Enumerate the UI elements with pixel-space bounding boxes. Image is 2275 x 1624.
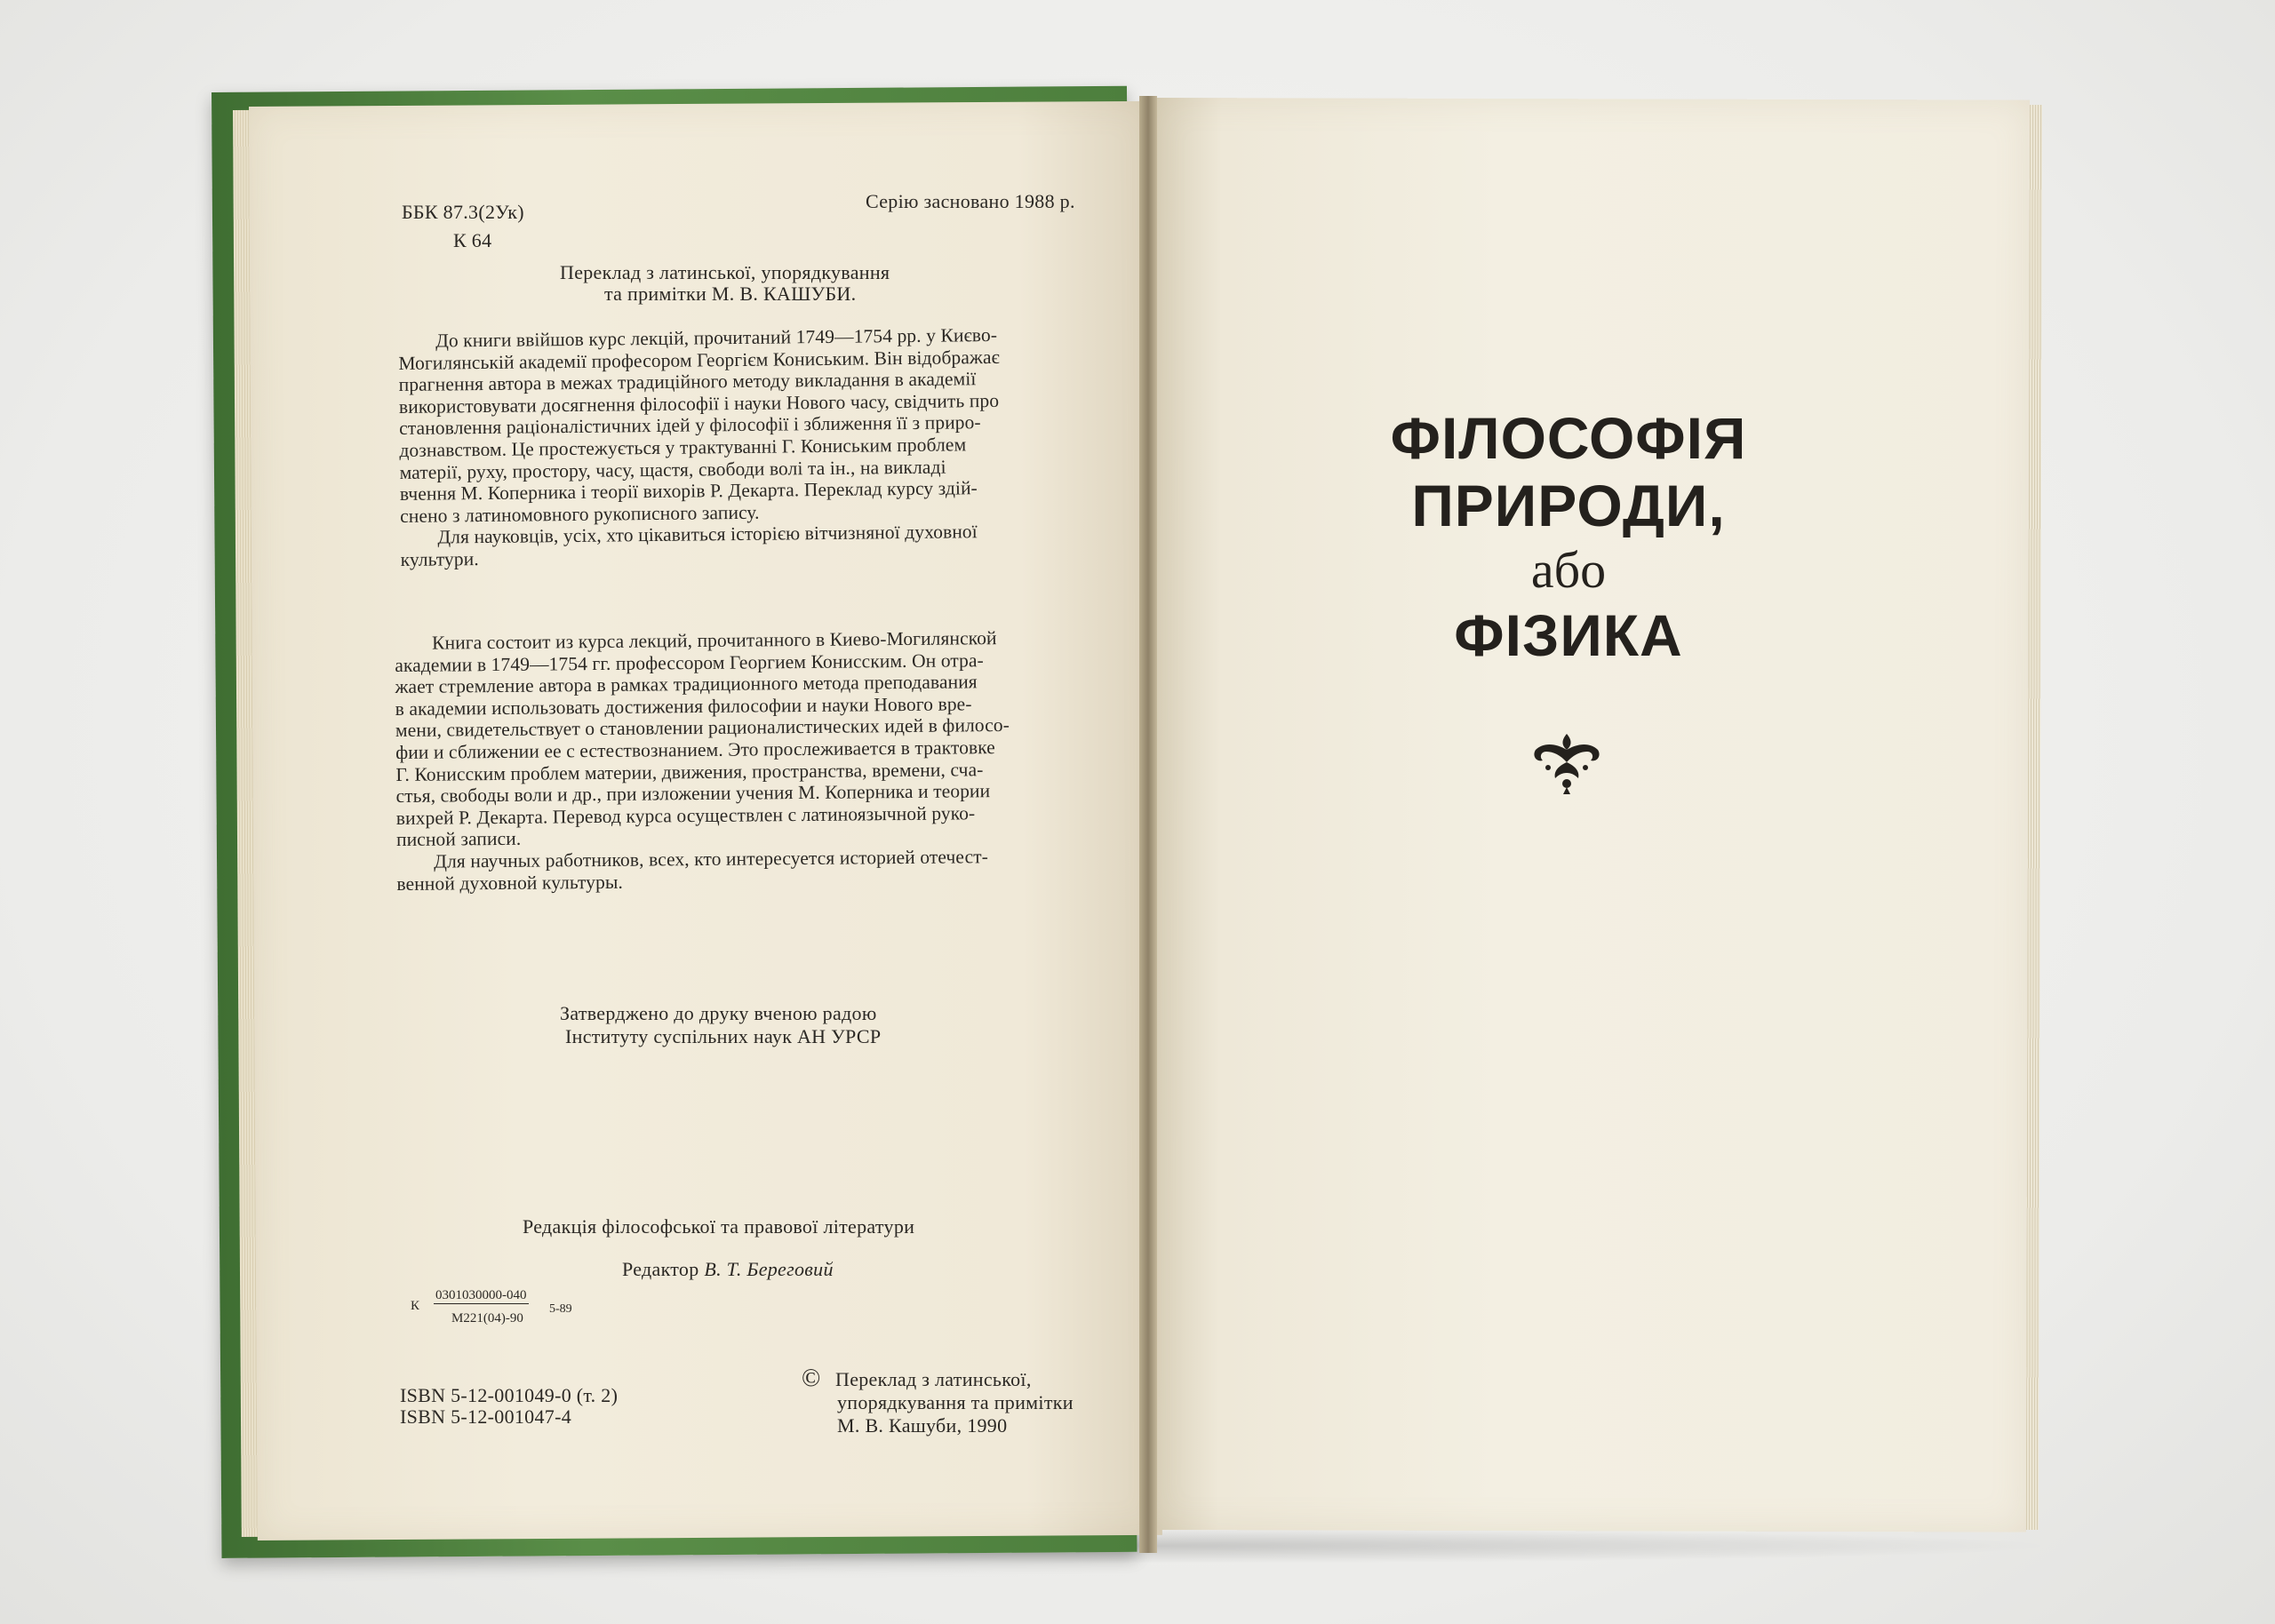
- catalog-suffix: 5-89: [549, 1302, 572, 1316]
- right-page: [1148, 98, 2030, 1532]
- book-title: [1333, 404, 1804, 669]
- title-line-3: або: [1530, 541, 1607, 599]
- title-line-1: ФІЛОСОФІЯ: [1390, 405, 1747, 471]
- annotation-ru-line: Для научных работников, всех, кто интересуется историей отечест-: [434, 846, 989, 872]
- annotation-ru-line: академии в 1749—1754 гг. профессором Георгием Конисским. Он отра-: [395, 649, 984, 676]
- series-note: Серію засновано 1988 р.: [866, 190, 1075, 212]
- annotation-ua-line: використовувати досягнення філософії і науки Нового часу, свідчить про: [398, 389, 1000, 418]
- annotation-russian: [395, 627, 1011, 895]
- annotation-ru-line: венной духовной культуры.: [396, 871, 624, 895]
- approval-line-1: Затверджено до друку вченою радою: [560, 1002, 877, 1024]
- copyright-line-2: упорядкування та примітки: [837, 1391, 1074, 1413]
- isbn-2: ISBN 5-12-001047-4: [400, 1405, 572, 1428]
- editor-name: В. Т. Береговий: [704, 1258, 834, 1280]
- annotation-ua-line: прагнення автора в межах традиційного методу викладання в академії: [398, 368, 977, 396]
- floral-ornament-icon: [1527, 727, 1607, 798]
- translation-note-line-1: Переклад з латинської, упорядкування: [560, 261, 890, 283]
- copyright-symbol: ©: [802, 1365, 821, 1392]
- annotation-ru-line: в академии использовать достижения философии и науки Нового вре-: [395, 693, 972, 720]
- book-gutter: [1139, 96, 1157, 1553]
- annotation-ua-line: До книги ввійшов курс лекцій, прочитаний 1749—1754 рр. у Києво-: [435, 323, 998, 352]
- annotation-ru-line: Г. Конисским проблем материи, движения, пространства, времени, сча-: [395, 758, 984, 785]
- annotation-ua-line: культури.: [400, 548, 479, 570]
- annotation-ua-line: становлення раціоналістичних ідей у філософії і зближення її з приро-: [399, 411, 981, 440]
- annotation-ua-line: Для науковців, усіх, хто цікавиться історією вітчизняної духовної: [437, 521, 978, 548]
- editor-label: Редактор: [622, 1258, 699, 1280]
- editor-credit: [622, 1258, 834, 1281]
- annotation-ua-line: Могилянській академії професором Георгієм Кониським. Він відображає: [398, 346, 1000, 374]
- copyright-line-1: Переклад з латинської,: [835, 1368, 1032, 1390]
- copyright-line-3: М. В. Кашуби, 1990: [837, 1414, 1008, 1437]
- catalog-denominator: М221(04)-90: [451, 1311, 523, 1325]
- annotation-ua-line: снено з латиномовного рукописного запису.: [400, 501, 760, 527]
- catalog-numerator: 0301030000-040: [435, 1288, 527, 1302]
- catalog-k: К: [411, 1299, 420, 1313]
- translation-note-line-2: та примітки М. В. КАШУБИ.: [604, 283, 857, 305]
- annotation-ukrainian: [398, 324, 1002, 571]
- k-code: К 64: [453, 229, 492, 251]
- annotation-ru-line: жает стремление автора в рамках традиционного метода преподавания: [395, 671, 978, 698]
- annotation-ru-line: мени, свидетельствует о становлении рационалистических идей в филосо-: [395, 714, 1010, 742]
- title-line-2: ПРИРОДИ,: [1411, 473, 1726, 538]
- editorial-office: Редакція філософської та правової літератури: [523, 1215, 915, 1238]
- annotation-ru-line: фии и сближении ее с естествознанием. Это прослеживается в трактовке: [395, 736, 996, 763]
- annotation-ua-line: вчення М. Коперника і теорії вихорів Р. Декарта. Переклад курсу здій-: [399, 477, 978, 506]
- isbn-1: ISBN 5-12-001049-0 (т. 2): [400, 1384, 619, 1406]
- approval-line-2: Інституту суспільних наук АН УРСР: [565, 1025, 882, 1047]
- annotation-ru-line: вихрей Р. Декарта. Перевод курса осуществлен с латиноязычной руко-: [395, 802, 976, 829]
- bbk-code: ББК 87.3(2Ук): [402, 201, 524, 223]
- title-line-4: ФІЗИКА: [1454, 602, 1683, 668]
- annotation-ru-line: стья, свободы воли и др., при изложении учения М. Коперника и теории: [395, 780, 991, 808]
- annotation-ru-line: Книга состоит из курса лекций, прочитанного в Киево-Могилянской: [431, 627, 997, 654]
- annotation-ua-line: матерії, руху, простору, часу, щастя, свободи волі та ін., на викладі: [399, 456, 946, 483]
- annotation-ru-line: писной записи.: [395, 828, 522, 851]
- annotation-ua-line: дознавством. Це простежується у трактуванні Г. Кониським проблем: [399, 434, 967, 461]
